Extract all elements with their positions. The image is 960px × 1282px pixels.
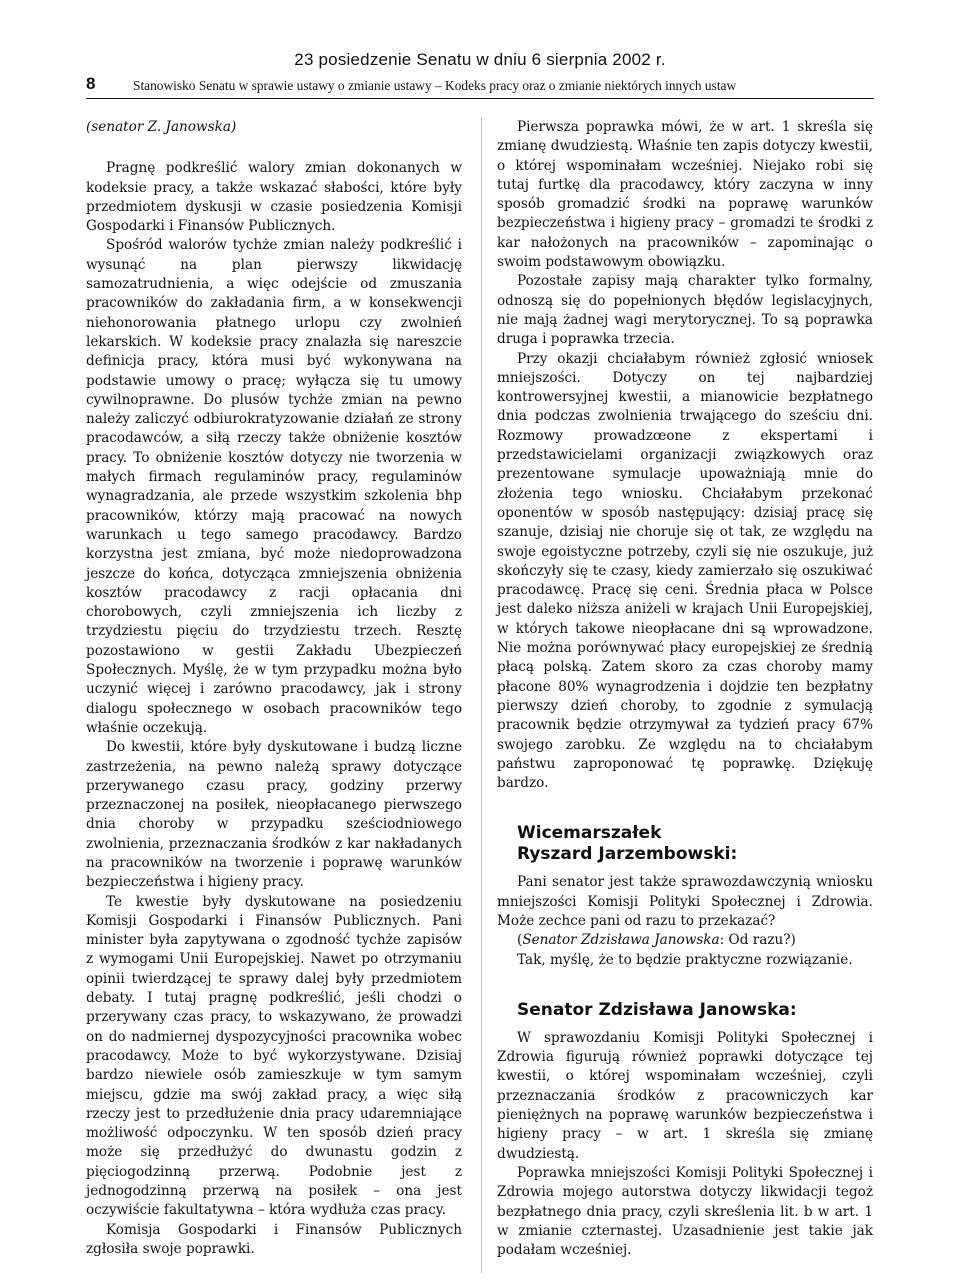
speaker-name: Ryszard Jarzembowski: [517, 844, 738, 865]
speaker-note: (senator Z. Janowska) [86, 119, 237, 135]
left-column [86, 118, 462, 1259]
paragraph: W sprawozdaniu Komisji Polityki Społecznej i Zdrowia figurują również poprawki dotyczące tej kwestii, o której wspominałam wcześniej, czyli przeznaczania środków z pracowniczych kar pieniężnych na poprawę warunków bezpieczeństwa i higieny pracy – w art. 1 skreśla się zmianę dwudziestą. [497, 1029, 873, 1162]
paragraph: Pragnę podkreślić walory zmian dokonanych w kodeksie pracy, a także wskazać słabości, które były przedmiotem dyskusji w czasie posiedzenia Komisji Gospodarki i Finansów Publicznych. [86, 160, 462, 235]
paragraph: Pierwsza poprawka mówi, że w art. 1 skreśla się zmianę dwudziestą. Właśnie ten zapis dotyczy kwestii, o której wspominałam wcześniej. Niejako robi się tutaj furtkę dla pracodawcy, który zaczyna w inny sposób gromadzić środki na poprawę warunków bezpieczeństwa i higieny pracy – gromadzi te środki z kar nałożonych na pracowników – zapominając o swoim podstawowym obowiązku. [497, 119, 873, 271]
paragraph: Przy okazji chciałabym również zgłosić wniosek mniejszości. Dotyczy on tej najbardziej kontrowersyjnej kwestii, a mianowicie bezpłatnego dnia podczas zwolnienia trwającego do sześciu dni. Rozmowy prowadzœone z ekspertami i przedstawicielami organizacji związkowych oraz prezentowane symulacje upoważniają mnie do złożenia tego wniosku. Chciałabym przekonać oponentów w sposób następujący: dzisiaj pracę się szanuje, dzisiaj nie choruje się ot tak, ze względu na swoje egoistyczne potrzeby, czyli się nie oszukuje, już skończyły się te czasy, kiedy zamierzało się oszukiwać pracodawcę. Pracę się ceni. Średnia płaca w Polsce jest daleko niższa aniżeli w krajach Unii Europejskiej, w których takowe nieopłacane dni są wprowadzone. Nie można porównywać płacy europejskiej ze średnią płacą polską. Zatem skoro za czas choroby mamy płacone 80% wynagrodzenia i dojdzie ten bezpłatny pierwszy dzień choroby, to zgodnie z symulacją pracownik będzie otrzymywał za tydzień pracy 67% swojego zarobku. Ze względu na to chciałabym państwu zaproponować tę poprawkę. Dziękuję bardzo. [497, 350, 873, 792]
page-header [0, 0, 960, 100]
paragraph: Poprawka mniejszości Komisji Polityki Społecznej i Zdrowia mojego autorstwa dotyczy likwidacji tegoż bezpłatnego dnia pracy, czyli skreślenia lit. b w art. 1 w zmianie czternastej. Uzasadnienie jest takie jak podałam wcześniej. [497, 1164, 873, 1259]
column-divider [481, 118, 482, 1273]
paragraph: Do kwestii, które były dyskutowane i budzą liczne zastrzeżenia, na pewno należą sprawy dotyczące przerywanego czasu pracy, godziny przerwy przeznaczonej na posiłek, nieopłacanego pierwszego dnia choroby w przypadku sześciodniowego zwolnienia, przeznaczania środków z kar nakładanych na pracowników na tworzenie i poprawę warunków bezpieczeństwa i higieny pracy. [86, 739, 462, 891]
header-rule [86, 98, 874, 99]
interjection [497, 931, 873, 950]
right-column [497, 118, 873, 1260]
speaker-heading-senator: Senator Zdzisława Janowska: [517, 999, 797, 1020]
interjection-text: : Od razu?) [719, 932, 796, 949]
page-number: 8 [86, 74, 96, 93]
session-title: 23 posiedzenie Senatu w dniu 6 sierpnia 2002 r. [294, 50, 666, 69]
paragraph: Te kwestie były dyskutowane na posiedzeniu Komisji Gospodarki i Finansów Publicznych. Pani minister była zapytywana o zgodność tychże zapisów z wymogami Unii Europejskiej. Nawet po otrzymaniu opinii twierdzącej te sprawy dalej były przedmiotem debaty. I tutaj pragnę podkreślić, jeśli chodzi o przerywany czas pracy, to wskazywano, że prowadzi on do nadmiernej dyspozycyjności pracownika wobec pracodawcy. Może to być wykorzystywane. Dzisiaj bardzo niewiele osób zamieszkuje w tym samym miejscu, gdzie ma swój zakład pracy, a więc siłą rzeczy jest to przedłużenie dnia pracy udaremniające możliwość odpoczynku. W ten sposób dzień pracy może się przedłużyć do dwunastu godzin z pięciogodzinną przerwą. Podobnie jest z jednogodzinną przerwą na posiłek – ona jest oczywiście fakultatywna – która wydłuża czas pracy. [86, 893, 462, 1219]
speaker-heading-vice-marshal [497, 823, 873, 865]
paragraph: Pozostałe zapisy mają charakter tylko formalny, odnoszą się do popełnionych błędów legislacyjnych, nie mają żadnej wagi merytorycznej. To są poprawka druga i poprawka trzecia. [497, 273, 873, 348]
document-subtitle: Stanowisko Senatu w sprawie ustawy o zmianie ustawy – Kodeks pracy oraz o zmianie niektórych innych ustaw [133, 78, 737, 93]
paragraph: Komisja Gospodarki i Finansów Publicznych zgłosiła swoje poprawki. [86, 1221, 462, 1257]
paragraph: Spośród walorów tychże zmian należy podkreślić i wysunąć na plan pierwszy likwidację samozatrudnienia, a więc odejście od zmuszania pracowników do zakładania firm, a w konsekwencji niehonorowania płatnego urlopu czy zwolnień lekarskich. W kodeksie pracy znalazła się nareszcie definicja pracy, która musi być wykonywana na podstawie umowy o pracę; wyłącza się tu umowy cywilnoprawne. Do plusów tychże zmian na pewno należy zaliczyć odbiurokratyzowanie działań ze strony pracodawców, a siłą rzeczy także obniżenie kosztów pracy. To obniżenie kosztów dotyczy nie tworzenia w małych firmach regulaminów pracy, regulaminów wynagradzania, ale przede wszystkim szkolenia bhp pracowników, którzy mają pracować na nowych warunkach u tego samego pracodawcy. Bardzo korzystna jest zmiana, być może niedoprowadzona jeszcze do końca, dotycząca zmniejszenia obniżenia kosztów pracodawcy z racji opłacania dni chorobowych, czyli zmniejszenia ich liczby z trzydziestu pięciu do trzydziestu trzech. Resztę pozostawiono w gestii Zakładu Ubezpieczeń Społecznych. Myślę, że w tym przypadku można było uczynić więcej i zarówno pracodawcy, jak i strony dialogu społecznego w osobach pracowników tego właśnie oczekują. [86, 237, 462, 736]
interjection-speaker: Senator Zdzisława Janowska [522, 932, 720, 949]
paragraph: Tak, myślę, że to będzie praktyczne rozwiązanie. [517, 951, 853, 968]
interjection-open: ( [517, 932, 523, 949]
speaker-title: Wicemarszałek [517, 823, 662, 844]
paragraph: Pani senator jest także sprawozdawczynią wniosku mniejszości Komisji Polityki Społecznej i Zdrowia. Może zechce pani od razu to przekazać? [497, 874, 873, 929]
